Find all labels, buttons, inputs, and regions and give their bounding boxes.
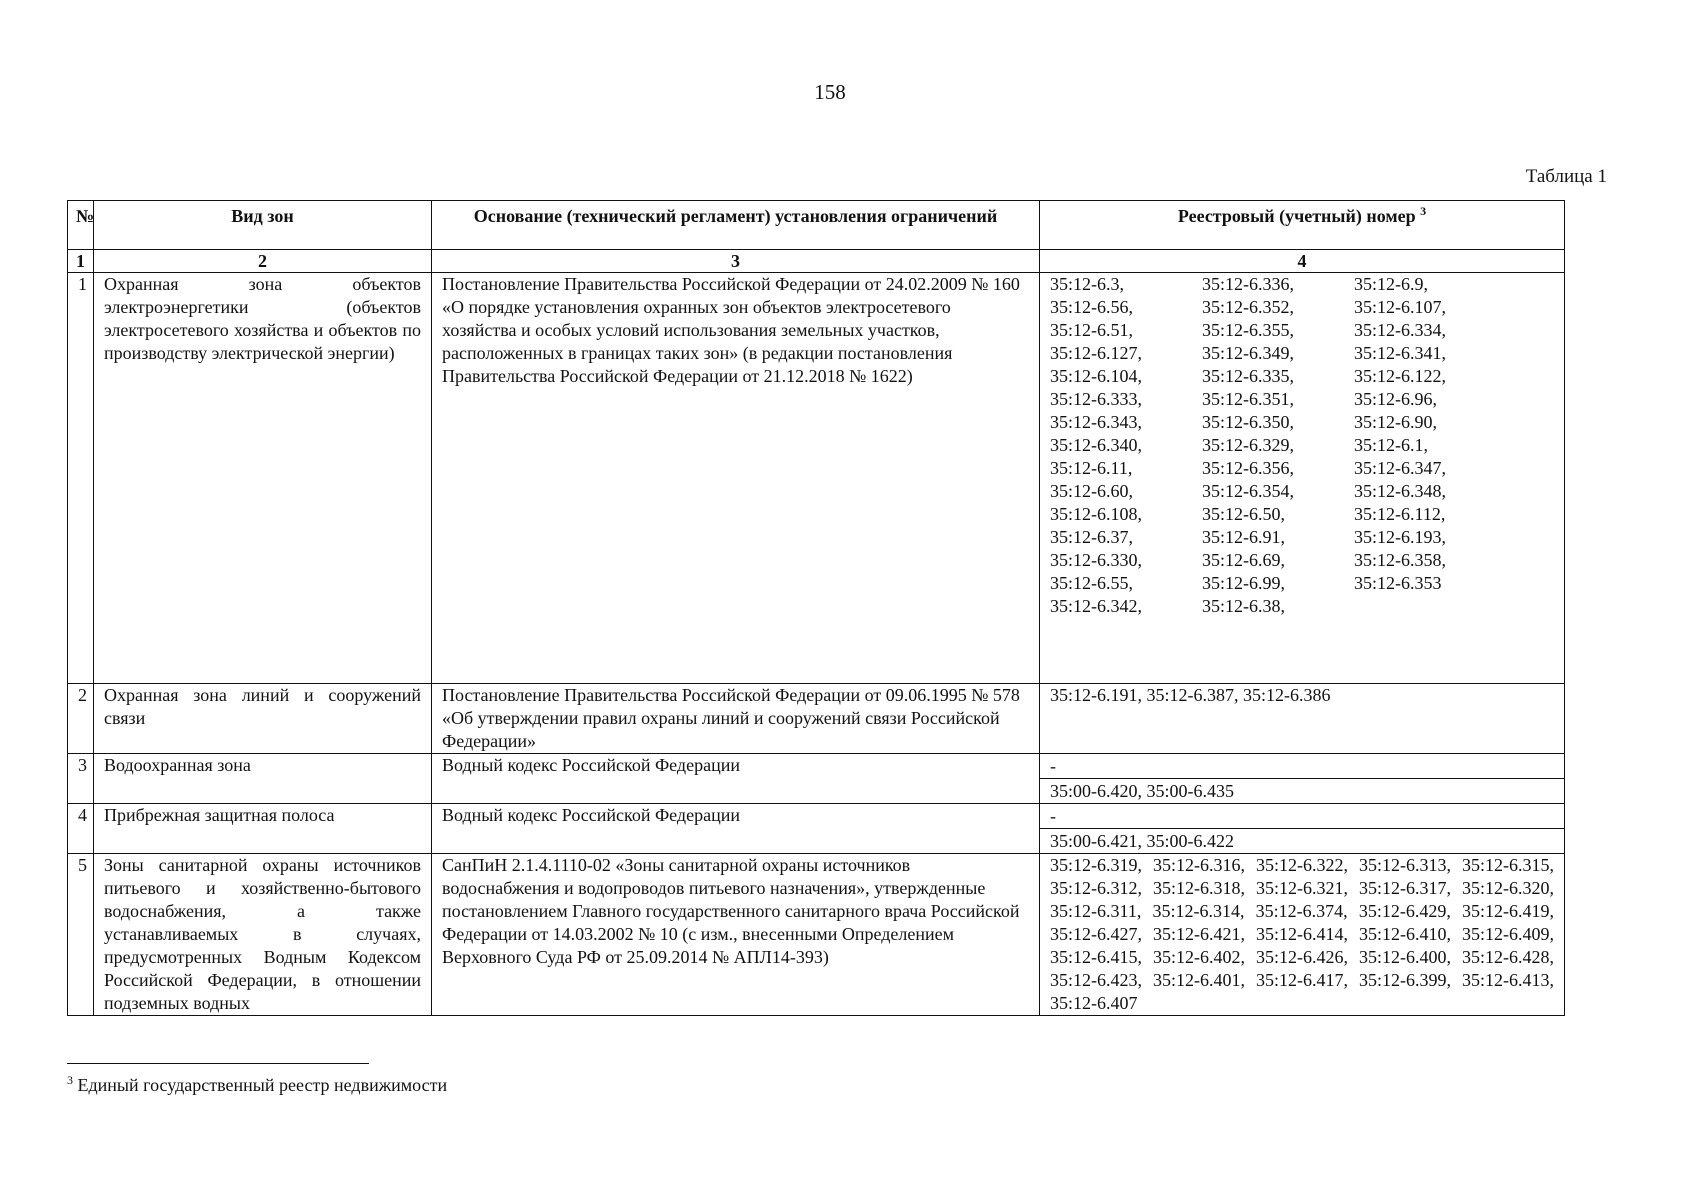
- zone-type: Водоохранная зона: [94, 754, 432, 804]
- row-number: 2: [68, 684, 94, 754]
- registry-number: 35:12-6.3,: [1050, 274, 1124, 294]
- registry-number: 35:12-6.336,: [1202, 274, 1294, 294]
- column-number: 2: [94, 250, 432, 273]
- registry-number: 35:12-6.347,: [1354, 458, 1446, 478]
- table-row: [68, 754, 1565, 779]
- footnote-mark: 3: [67, 1073, 73, 1087]
- zone-type: Охранная зона линий и сооружений связи: [94, 684, 432, 754]
- registry-number: 35:12-6.112,: [1354, 504, 1446, 524]
- row-number: 1: [68, 273, 94, 684]
- header-footnote-mark: 3: [1420, 204, 1427, 218]
- registry-number: 35:12-6.342,: [1050, 596, 1142, 616]
- registry-number: 35:12-6.50,: [1202, 504, 1285, 524]
- registry-number: 35:12-6.122,: [1354, 366, 1446, 386]
- zone-basis: Постановление Правительства Российской Федерации от 24.02.2009 № 160 «О порядке установления охранных зон объектов электросетевого хозяйства и особых условий использования земельных участков, расположенных в границах таких зон» (в редакции постановления Правительства Российской Федерации от 21.12.2018 № 1622): [432, 273, 1040, 684]
- zone-type: Зоны санитарной охраны источников питьевого и хозяйственно-бытового водоснабжения, а также устанавливаемых в случаях, предусмотренных Водным Кодексом Российской Федерации, в отношении подземных водных: [94, 854, 432, 1016]
- registry-number: 35:12-6.38,: [1202, 596, 1285, 616]
- registry-number: 35:12-6.333,: [1050, 389, 1142, 409]
- row-number: 4: [68, 804, 94, 854]
- zone-type: Охранная зона объектов электроэнергетики (объектов электросетевого хозяйства и объектов по производству электрической энергии): [94, 273, 432, 684]
- zone-type: Прибрежная защитная полоса: [94, 804, 432, 854]
- registry-numbers: 35:00-6.420, 35:00-6.435: [1040, 779, 1565, 804]
- registry-number: 35:12-6.60,: [1050, 481, 1133, 501]
- registry-number: 35:12-6.51,: [1050, 320, 1133, 340]
- zone-basis: СанПиН 2.1.4.1110-02 «Зоны санитарной охраны источников водоснабжения и водопроводов питьевого назначения», утвержденные постановлением Главного государственного санитарного врача Российской Федерации от 14.03.2002 № 10 (с изм., внесенными Определением Верховного Суда РФ от 25.09.2014 № АПЛ14-393): [432, 854, 1040, 1016]
- registry-number: 35:12-6.348,: [1354, 481, 1446, 501]
- registry-number: 35:12-6.354,: [1202, 481, 1294, 501]
- registry-number: 35:12-6.349,: [1202, 343, 1294, 363]
- registry-number: 35:12-6.91,: [1202, 527, 1285, 547]
- row-number: 3: [68, 754, 94, 804]
- registry-number: 35:12-6.9,: [1354, 274, 1428, 294]
- column-number-row: [68, 250, 1565, 273]
- registry-number: 35:12-6.99,: [1202, 573, 1285, 593]
- header-registry-text: Реестровый (учетный) номер: [1177, 206, 1416, 226]
- registry-numbers: [1040, 273, 1565, 684]
- registry-number: 35:12-6.104,: [1050, 366, 1142, 386]
- registry-number: 35:12-6.351,: [1202, 389, 1294, 409]
- header-basis: Основание (технический регламент) установления ограничений: [432, 201, 1040, 250]
- registry-number: 35:12-6.358,: [1354, 550, 1446, 570]
- registry-numbers: 35:00-6.421, 35:00-6.422: [1040, 829, 1565, 854]
- footnote: [67, 1075, 447, 1096]
- row-number: 5: [68, 854, 94, 1016]
- table-caption: Таблица 1: [1525, 166, 1607, 187]
- registry-number: 35:12-6.340,: [1050, 435, 1142, 455]
- page-number: 158: [814, 80, 846, 104]
- registry-numbers: -: [1040, 754, 1565, 779]
- registry-number: 35:12-6.356,: [1202, 458, 1294, 478]
- table-row: [68, 273, 1565, 684]
- header-type: Вид зон: [94, 201, 432, 250]
- table-row: [68, 804, 1565, 829]
- registry-number: 35:12-6.341,: [1354, 343, 1446, 363]
- registry-number: 35:12-6.353: [1354, 573, 1442, 593]
- registry-number: 35:12-6.343,: [1050, 412, 1142, 432]
- registry-number: 35:12-6.69,: [1202, 550, 1285, 570]
- registry-number: 35:12-6.127,: [1050, 343, 1142, 363]
- registry-number: 35:12-6.56,: [1050, 297, 1133, 317]
- zones-table: [67, 200, 1565, 1016]
- registry-numbers: -: [1040, 804, 1565, 829]
- table-row: [68, 684, 1565, 754]
- registry-numbers: 35:12-6.191, 35:12-6.387, 35:12-6.386: [1040, 684, 1565, 754]
- registry-number: 35:12-6.330,: [1050, 550, 1142, 570]
- zone-basis: Водный кодекс Российской Федерации: [432, 804, 1040, 854]
- registry-number: 35:12-6.107,: [1354, 297, 1446, 317]
- registry-number: 35:12-6.193,: [1354, 527, 1446, 547]
- header-registry: [1040, 201, 1565, 250]
- registry-number: 35:12-6.355,: [1202, 320, 1294, 340]
- table-row: [68, 854, 1565, 1016]
- registry-number: 35:12-6.37,: [1050, 527, 1133, 547]
- registry-number: 35:12-6.11,: [1050, 458, 1133, 478]
- registry-number: 35:12-6.55,: [1050, 573, 1133, 593]
- column-number: 1: [68, 250, 94, 273]
- registry-number: 35:12-6.350,: [1202, 412, 1294, 432]
- column-number: 4: [1040, 250, 1565, 273]
- registry-number: 35:12-6.329,: [1202, 435, 1294, 455]
- registry-grid: [1050, 273, 1554, 618]
- registry-numbers: 35:12-6.319, 35:12-6.316, 35:12-6.322, 35:12-6.313, 35:12-6.315, 35:12-6.312, 35:12-6.318, 35:12-6.321, 35:12-6.317, 35:12-6.320, 35:12-6.311, 35:12-6.314, 35:12-6.374, 35:12-6.429, 35:12-6.419, 35:12-6.427, 35:12-6.421, 35:12-6.414, 35:12-6.410, 35:12-6.409, 35:12-6.415, 35:12-6.402, 35:12-6.426, 35:12-6.400, 35:12-6.428, 35:12-6.423, 35:12-6.401, 35:12-6.417, 35:12-6.399, 35:12-6.413, 35:12-6.407: [1040, 854, 1565, 1016]
- table-header-row: [68, 201, 1565, 250]
- registry-number: 35:12-6.352,: [1202, 297, 1294, 317]
- registry-number: 35:12-6.335,: [1202, 366, 1294, 386]
- footnote-text: Единый государственный реестр недвижимости: [77, 1075, 448, 1095]
- registry-number: 35:12-6.90,: [1354, 412, 1437, 432]
- footnote-divider: [67, 1063, 369, 1064]
- registry-number: 35:12-6.108,: [1050, 504, 1142, 524]
- registry-number: [1354, 595, 1494, 618]
- column-number: 3: [432, 250, 1040, 273]
- registry-number: 35:12-6.334,: [1354, 320, 1446, 340]
- zone-basis: Водный кодекс Российской Федерации: [432, 754, 1040, 804]
- registry-number: 35:12-6.96,: [1354, 389, 1437, 409]
- zone-basis: Постановление Правительства Российской Федерации от 09.06.1995 № 578 «Об утверждении правил охраны линий и сооружений связи Российской Федерации»: [432, 684, 1040, 754]
- header-num: №: [68, 201, 94, 250]
- registry-number: 35:12-6.1,: [1354, 435, 1428, 455]
